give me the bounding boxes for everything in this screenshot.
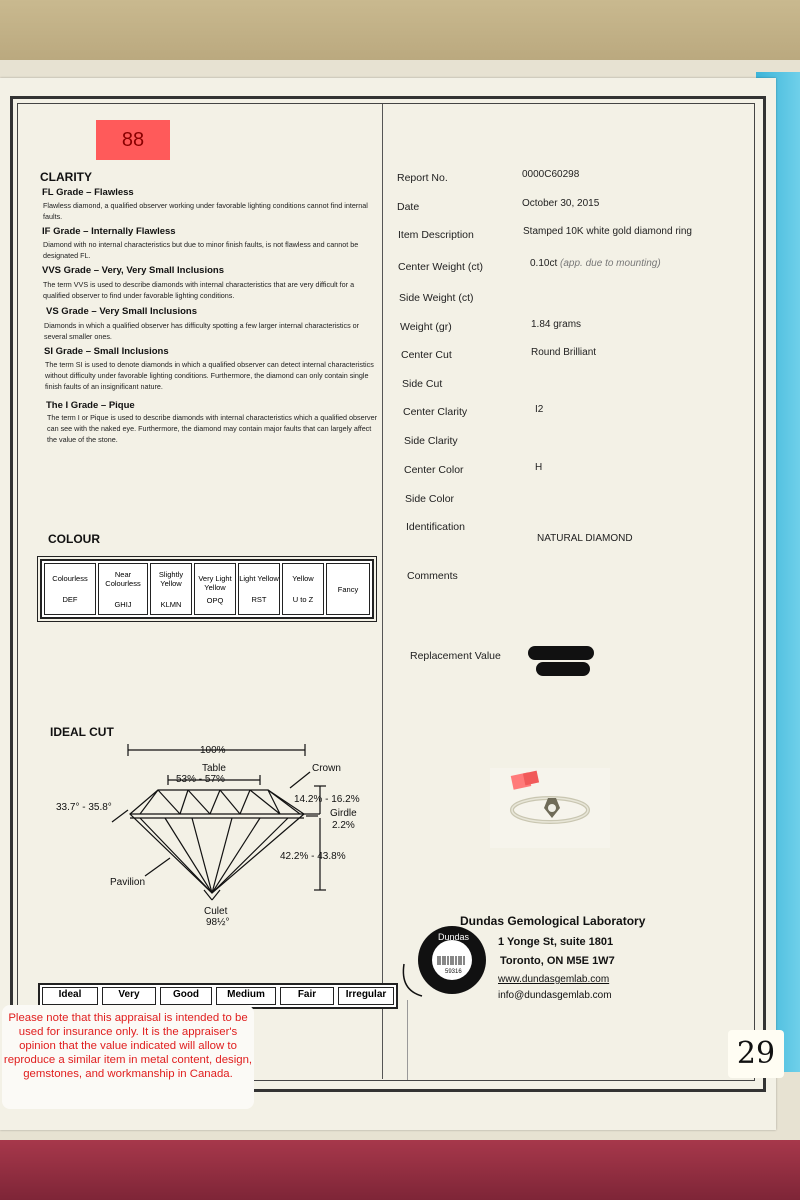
field-label: Comments — [407, 570, 458, 582]
cut-grade-cell: Very — [102, 987, 156, 1005]
field-label: Weight (gr) — [400, 321, 452, 333]
field-value: Stamped 10K white gold diamond ring — [523, 226, 692, 237]
clarity-grade-text: Diamond with no internal characteristics but due to minor finish faults, is not flawless and cannot be designated FL. — [43, 240, 359, 260]
field-label: Date — [397, 201, 420, 213]
lab-address-line2: Toronto, ON M5E 1W7 — [500, 955, 615, 967]
lower-divider — [407, 1000, 408, 1080]
field-value: 1.84 grams — [531, 319, 582, 330]
lab-seal-logo — [398, 918, 494, 1004]
colour-grades: OPQ — [206, 595, 224, 605]
colour-cell — [98, 563, 148, 615]
clarity-grade-text: The term VVS is used to describe diamonds with internal characteristics that are very difficult for a qualified observer to find under favorable lighting conditions. — [43, 280, 355, 300]
seal-code: 59316 — [445, 969, 462, 975]
field-label: Center Clarity — [403, 406, 468, 418]
culet-value-label: 98½° — [206, 917, 230, 928]
clarity-grade-text: Flawless diamond, a qualified observer working under favorable lighting conditions cannot find internal faults. — [43, 201, 368, 221]
redacted-value — [528, 646, 594, 660]
clarity-grade-heading: VS Grade – Very Small Inclusions — [46, 306, 198, 317]
field-label: Side Weight (ct) — [399, 292, 474, 304]
insurance-note: Please note that this appraisal is intended to be used for insurance only. It is the appraiser's opinion that the value indicated will allow to reproduce a similar item in metal content, design, gemstones, and workmanship in Canada. — [2, 1005, 254, 1109]
colour-name: Colourless — [52, 574, 88, 583]
field-value: 0000C60298 — [522, 169, 580, 180]
background-cloth — [0, 1140, 800, 1200]
table-range-label: 53% - 57% — [176, 774, 225, 785]
cut-width-label: 100% — [200, 745, 226, 756]
colour-name: Yellow — [292, 574, 314, 583]
colour-grades: KLMN — [160, 599, 182, 609]
field-label: Center Weight (ct) — [398, 261, 483, 273]
cut-grade-cell: Ideal — [42, 987, 98, 1005]
colour-grades: RST — [251, 595, 267, 604]
price-tag-sticker — [96, 120, 170, 160]
field-label: Replacement Value — [410, 650, 501, 662]
page-number-sticker: 29 — [728, 1030, 784, 1078]
colour-title: COLOUR — [48, 532, 100, 546]
tag-number: 88 — [121, 129, 145, 151]
cut-grade-cell: Fair — [280, 987, 334, 1005]
lab-address-line1: 1 Yonge St, suite 1801 — [498, 936, 614, 948]
field-label: Report No. — [397, 172, 448, 184]
colour-cell — [238, 563, 280, 615]
cut-grade-cell: Good — [160, 987, 212, 1005]
clarity-grade-text: Diamonds in which a qualified observer has difficulty spotting a few larger internal characteristics or several smaller ones. — [44, 321, 360, 341]
field-label: Item Description — [398, 229, 474, 241]
clarity-grade-heading: The I Grade – Pique — [46, 400, 135, 411]
clarity-grade-text: The term I or Pique is used to describe diamonds with internal characteristics which a qualified observer can see with the naked eye. Furthermore, the diamond may contain major faults that can largely affect the value of the stone. — [47, 413, 377, 444]
colour-cell — [282, 563, 324, 615]
field-label: Center Color — [404, 464, 464, 476]
column-divider — [382, 104, 383, 1079]
colour-grades: DEF — [62, 595, 78, 604]
redacted-value — [536, 662, 590, 676]
colour-name: Very Light Yellow — [198, 573, 232, 592]
girdle-value-label: 2.2% — [332, 820, 355, 831]
field-value: H — [535, 462, 543, 473]
field-label: Side Color — [405, 493, 455, 505]
colour-name: Light Yellow — [239, 574, 279, 583]
clarity-title: CLARITY — [40, 170, 92, 184]
pavilion-depth-label: 42.2% - 43.8% — [280, 851, 346, 862]
colour-name: Slightly Yellow — [158, 569, 184, 588]
colour-cell — [194, 563, 236, 615]
cut-grade-cell: Medium — [216, 987, 276, 1005]
field-label: Center Cut — [401, 349, 452, 361]
clarity-grade-heading: IF Grade – Internally Flawless — [42, 226, 176, 237]
table-label: Table — [202, 763, 226, 774]
field-label: Side Clarity — [404, 435, 458, 447]
field-value: October 30, 2015 — [522, 198, 600, 209]
seal-text: Dundas — [438, 932, 470, 942]
crown-height-label: 14.2% - 16.2% — [294, 794, 360, 805]
cut-grade-cell: Irregular — [338, 987, 394, 1005]
clarity-grade-heading: VVS Grade – Very, Very Small Inclusions — [42, 265, 224, 276]
colour-name: Near Colourless — [105, 569, 141, 588]
lab-website-link[interactable]: www.dundasgemlab.com — [498, 974, 610, 985]
colour-scale-table — [40, 559, 374, 619]
colour-cell — [326, 563, 370, 615]
colour-name: Fancy — [337, 584, 359, 594]
lab-email[interactable]: info@dundasgemlab.com — [498, 990, 612, 1001]
field-label: Identification — [406, 521, 465, 533]
weight-note: (app. due to mounting) — [560, 258, 661, 269]
pavilion-label: Pavilion — [110, 877, 146, 888]
colour-cell — [44, 563, 96, 615]
ring-photo — [490, 768, 610, 848]
field-value — [530, 258, 661, 269]
colour-grades: U to Z — [292, 595, 314, 604]
crown-angle-label: 33.7° - 35.8° — [56, 802, 112, 813]
ideal-cut-title: IDEAL CUT — [50, 725, 114, 739]
clarity-grade-heading: SI Grade – Small Inclusions — [44, 346, 169, 357]
field-value: I2 — [535, 404, 544, 415]
colour-grades: GHIJ — [114, 599, 132, 609]
clarity-grade-heading: FL Grade – Flawless — [42, 187, 134, 198]
girdle-label: Girdle — [330, 808, 357, 819]
field-label: Side Cut — [402, 378, 443, 390]
weight-value: 0.10ct — [530, 258, 558, 269]
colour-cell — [150, 563, 192, 615]
field-value: Round Brilliant — [531, 347, 597, 358]
field-value: NATURAL DIAMOND — [537, 533, 633, 544]
clarity-grade-text: The term SI is used to denote diamonds in which a qualified observer can detect internal characteristics without difficulty under favorable lighting conditions. Furthermore, the diamond can only contain single finish faults of an insignificant nature. — [45, 360, 374, 391]
culet-label: Culet — [204, 906, 228, 917]
lab-name: Dundas Gemological Laboratory — [460, 914, 646, 928]
crown-label: Crown — [312, 763, 341, 774]
